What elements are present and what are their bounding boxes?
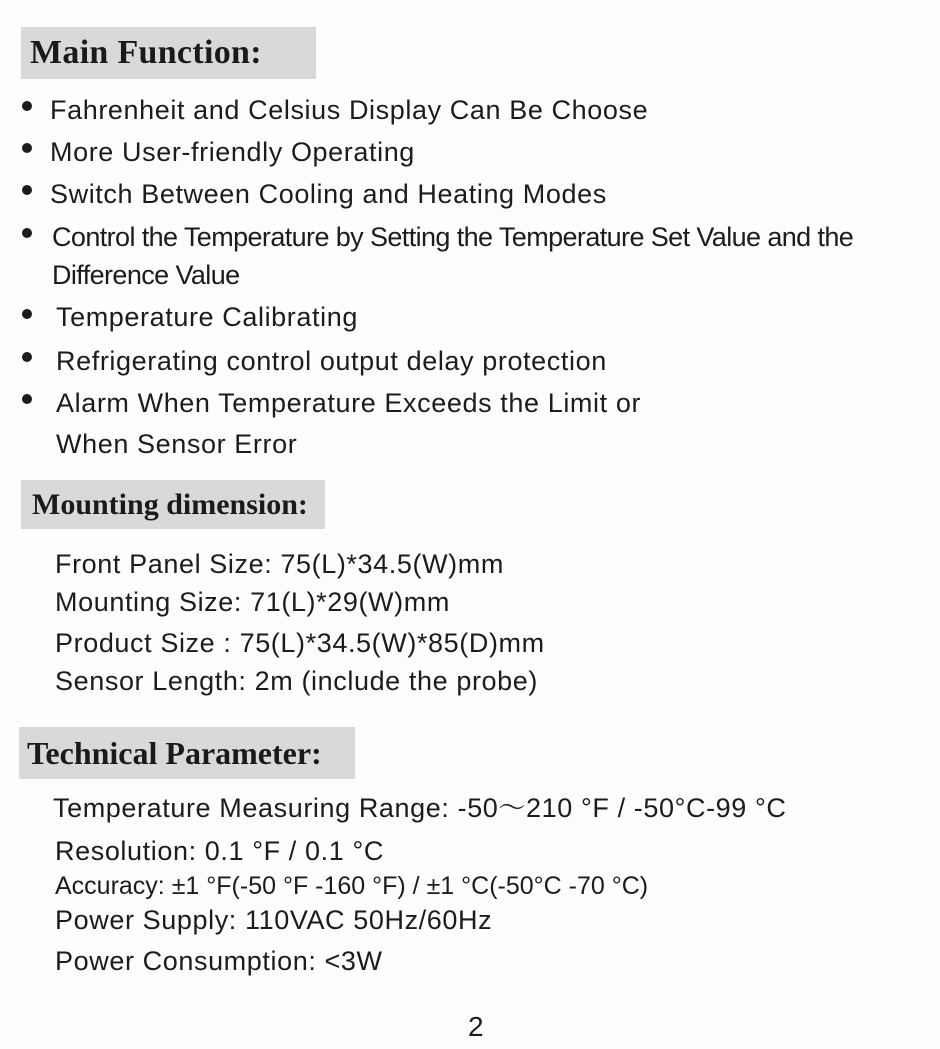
- mounting-line: Front Panel Size: 75(L)*34.5(W)mm: [55, 549, 504, 579]
- parameter-line: Power Supply: 110VAC 50Hz/60Hz: [55, 905, 493, 935]
- parameter-line: Resolution: 0.1 °F / 0.1 °C: [55, 836, 384, 866]
- list-item: More User-friendly Operating: [50, 137, 415, 167]
- parameter-line: Power Consumption: <3W: [55, 946, 383, 976]
- bullet-dot: [22, 309, 32, 319]
- bullet-dot: [22, 101, 32, 111]
- list-item: Fahrenheit and Celsius Display Can Be Choose: [50, 95, 649, 125]
- list-item-continuation: Difference Value: [52, 260, 240, 290]
- parameter-line: Temperature Measuring Range: -50～210 °F / -50°C-99 °C: [53, 793, 787, 823]
- list-item: Switch Between Cooling and Heating Modes: [50, 179, 607, 209]
- list-item: Alarm When Temperature Exceeds the Limit or: [56, 388, 642, 418]
- technical-parameter-heading: Technical Parameter:: [19, 727, 355, 779]
- main-function-heading: Main Function:: [21, 27, 316, 79]
- mounting-line: Mounting Size: 71(L)*29(W)mm: [55, 587, 450, 617]
- bullet-dot: [22, 228, 32, 238]
- mounting-line: Sensor Length: 2m (include the probe): [55, 666, 538, 696]
- bullet-dot: [22, 143, 32, 153]
- mounting-dimension-heading: Mounting dimension:: [21, 480, 325, 529]
- list-item: Control the Temperature by Setting the Temperature Set Value and the: [52, 222, 854, 252]
- list-item: Temperature Calibrating: [56, 302, 358, 332]
- bullet-dot: [22, 394, 32, 404]
- mounting-line: Product Size : 75(L)*34.5(W)*85(D)mm: [55, 628, 545, 658]
- bullet-dot: [22, 352, 32, 362]
- list-item: Refrigerating control output delay protection: [56, 346, 607, 376]
- list-item-continuation: When Sensor Error: [56, 429, 298, 459]
- bullet-dot: [22, 185, 32, 195]
- parameter-line: Accuracy: ±1 °F(-50 °F -160 °F) / ±1 °C(-50°C -70 °C): [55, 872, 649, 900]
- page-number: 2: [468, 1011, 484, 1042]
